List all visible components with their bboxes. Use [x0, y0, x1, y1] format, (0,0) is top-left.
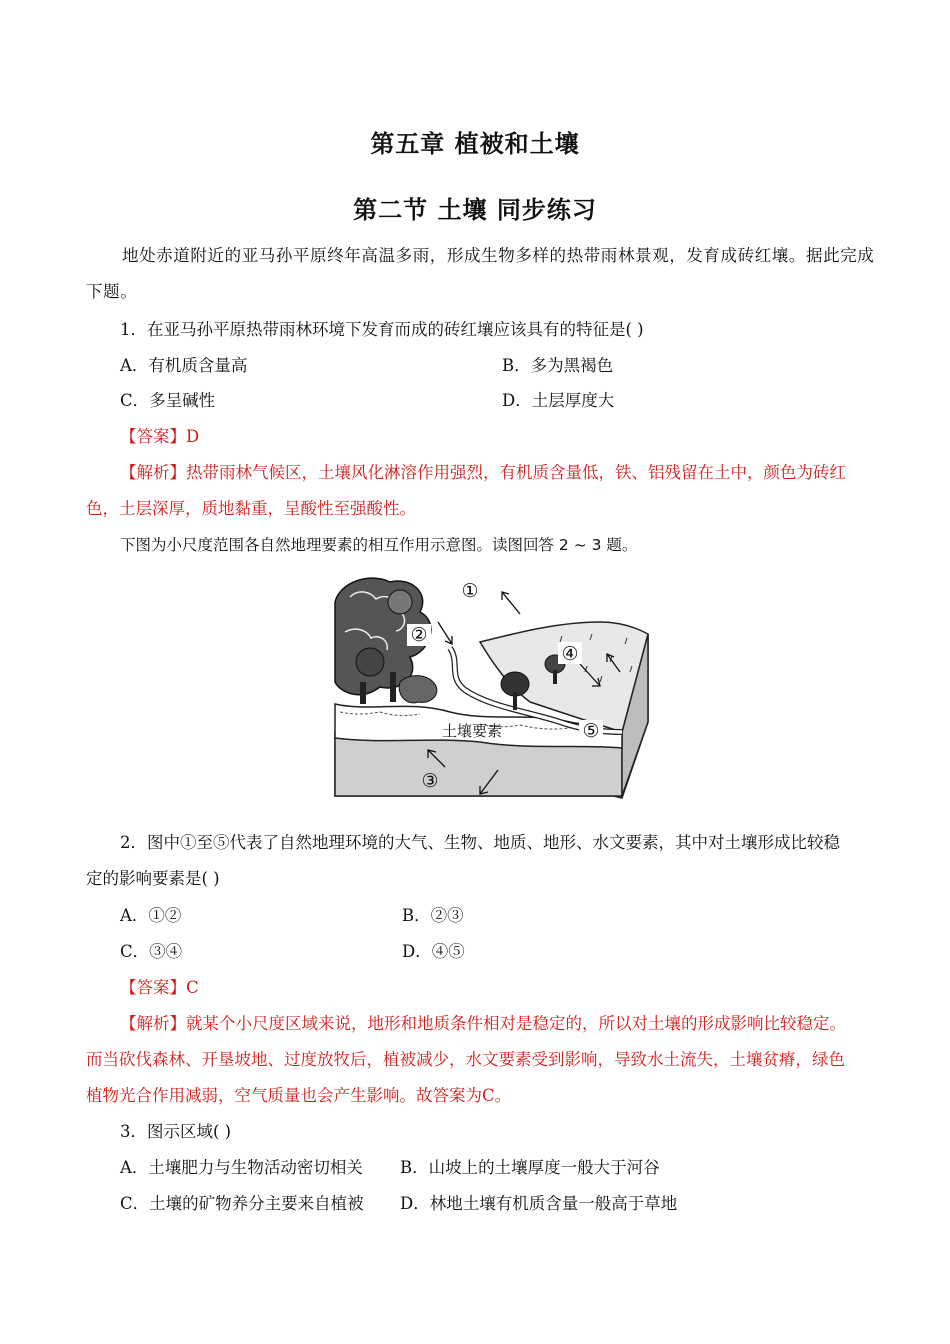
q1-analysis-tag: 【解析】 [120, 463, 186, 482]
q2-option-d: D．④⑤ [402, 942, 465, 961]
q2-answer [120, 970, 199, 1006]
q2-analysis-line-2: 而当砍伐森林、开垦坡地、过度放牧后，植被减少，水文要素受到影响，导致水土流失，土壤贫瘠，绿色 [86, 1050, 845, 1069]
label-2-biology: ② [410, 624, 428, 646]
q3-option-a: A．土壤肥力与生物活动密切相关 [120, 1158, 363, 1177]
q1-option-b: B．多为黑褐色 [502, 356, 614, 375]
chapter-title: 第五章 植被和土壤 [370, 129, 580, 158]
q1-option-d: D．土层厚度大 [502, 391, 615, 410]
label-5-hydrology: ⑤ [582, 720, 600, 742]
section-title: 第二节 土壤 同步练习 [353, 195, 597, 224]
q2-analysis-tag: 【解析】 [120, 1014, 186, 1033]
q3-option-c: C．土壤的矿物养分主要来自植被 [120, 1194, 364, 1213]
q3-option-d: D．林地土壤有机质含量一般高于草地 [400, 1194, 678, 1213]
q2-option-c: C．③④ [120, 942, 183, 961]
q2-answer-tag: 【答案】 [120, 978, 186, 997]
q1-stem: 1．在亚马孙平原热带雨林环境下发育而成的砖红壤应该具有的特征是( ) [120, 320, 644, 339]
soil-interaction-diagram [330, 572, 655, 800]
q1-option-c: C．多呈碱性 [120, 391, 216, 410]
q1-answer [120, 419, 199, 455]
intro-line-1: 地处赤道附近的亚马孙平原终年高温多雨，形成生物多样的热带雨林景观，发育成砖红壤。据此完成 [122, 246, 875, 265]
q2-analysis-text-1: 就某个小尺度区域来说，地形和地质条件相对是稳定的，所以对土壤的形成影响比较稳定。 [186, 1014, 846, 1033]
q1-analysis-text-1: 热带雨林气候区，土壤风化淋溶作用强烈，有机质含量低，铁、铝残留在土中，颜色为砖红 [186, 463, 846, 482]
label-4-landform: ④ [561, 643, 579, 665]
q2-stem-line-2: 定的影响要素是( ) [86, 869, 220, 888]
q3-option-b: B．山坡上的土壤厚度一般大于河谷 [400, 1158, 660, 1177]
q2-analysis-line-1 [120, 1006, 846, 1042]
q1-analysis-line-1 [120, 455, 846, 491]
q2-option-a: A．①② [120, 906, 182, 925]
q2-option-b: B．②③ [402, 906, 464, 925]
q2-answer-value: C [186, 978, 199, 997]
q1-answer-tag: 【答案】 [120, 427, 186, 446]
intro-line-2: 下题。 [86, 282, 138, 301]
soil-element-label: 土壤要素 [441, 722, 503, 740]
label-1-atmosphere: ① [461, 580, 479, 602]
q3-stem: 3．图示区域( ) [120, 1122, 232, 1141]
q1-analysis-line-2: 色，土层深厚，质地黏重，呈酸性至强酸性。 [86, 499, 416, 518]
q1-answer-value: D [186, 427, 200, 446]
q2-analysis-line-3: 植物光合作用减弱，空气质量也会产生影响。故答案为C。 [86, 1086, 512, 1105]
q1-option-a: A．有机质含量高 [120, 356, 248, 375]
figure-intro: 下图为小尺度范围各自然地理要素的相互作用示意图。读图回答 2 ~ 3 题。 [120, 536, 638, 554]
label-3-geology: ③ [421, 770, 439, 792]
q2-stem-line-1: 2．图中①至⑤代表了自然地理环境的大气、生物、地质、地形、水文要素，其中对土壤形成比较稳 [120, 833, 840, 852]
